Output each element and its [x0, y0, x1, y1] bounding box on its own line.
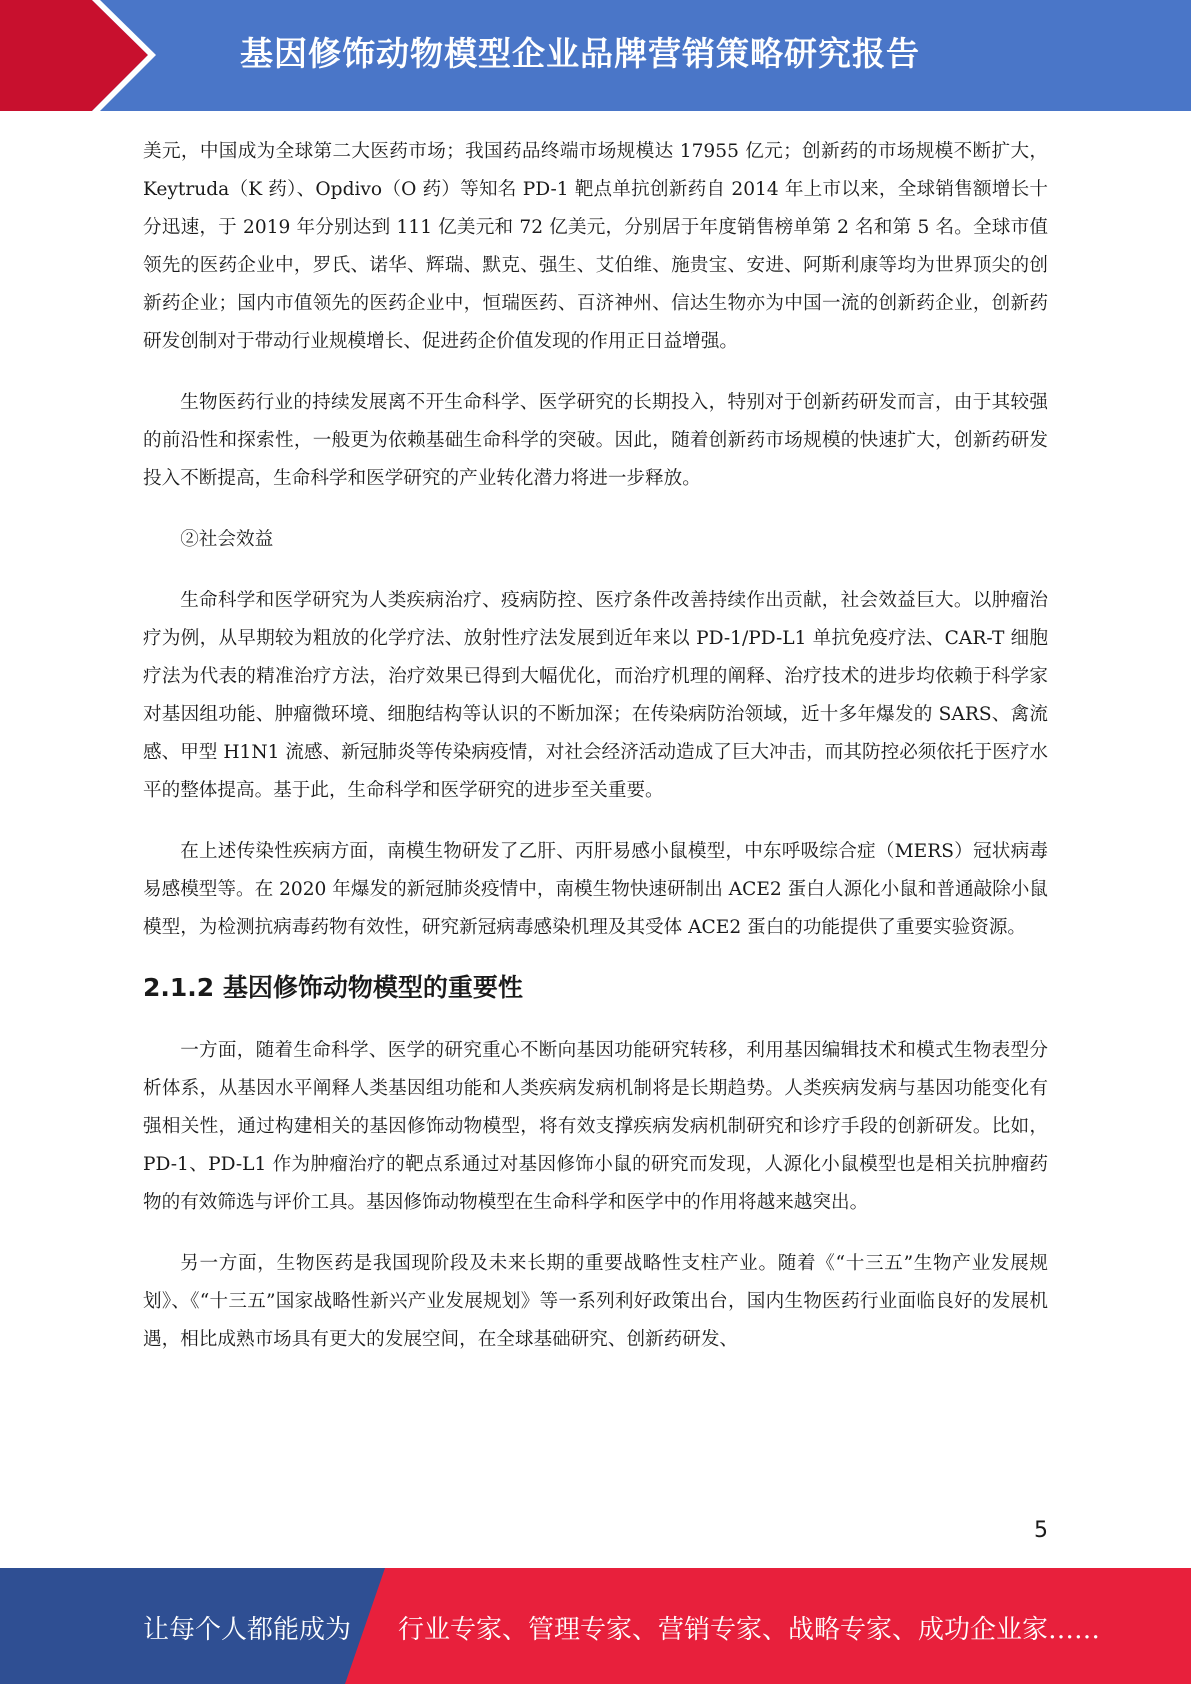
paragraph: 另一方面，生物医药是我国现阶段及未来长期的重要战略性支柱产业。随着《“十三五”生物产业发展规划》、《“十三五”国家战略性新兴产业发展规划》等一系列利好政策出台，国内生物医药行业面临良好的发展机遇，相比成熟市场具有更大的发展空间，在全球基础研究、创新药研发、 — [143, 1253, 1048, 1350]
subheading: ②社会效益 — [180, 529, 274, 550]
paragraph: 在上述传染性疾病方面，南模生物研发了乙肝、丙肝易感小鼠模型，中东呼吸综合症（MERS）冠状病毒易感模型等。在 2020 年爆发的新冠肺炎疫情中，南模生物快速研制出 ACE2 蛋白人源化小鼠和普通敲除小鼠模型，为检测抗病毒药物有效性，研究新冠病毒感染机理及其受体 ACE2 蛋白的功能提供了重要实验资源。 — [143, 841, 1048, 938]
paragraph: 生物医药行业的持续发展离不开生命科学、医学研究的长期投入，特别对于创新药研发而言，由于其较强的前沿性和探索性，一般更为依赖基础生命科学的突破。因此，随着创新药市场规模的快速扩大，创新药研发投入不断提高，生命科学和医学研究的产业转化潜力将进一步释放。 — [143, 392, 1048, 489]
page-number: 5 — [1034, 1518, 1048, 1543]
header-title: 基因修饰动物模型企业品牌营销策略研究报告 — [240, 34, 920, 73]
page-header — [0, 0, 1191, 111]
paragraph: 一方面，随着生命科学、医学的研究重心不断向基因功能研究转移，利用基因编辑技术和模式生物表型分析体系，从基因水平阐释人类基因组功能和人类疾病发病机制将是长期趋势。人类疾病发病与基因功能变化有强相关性，通过构建相关的基因修饰动物模型，将有效支撑疾病发病机制研究和诊疗手段的创新研发。比如，PD-1、PD-L1 作为肿瘤治疗的靶点系通过对基因修饰小鼠的研究而发现，人源化小鼠模型也是相关抗肿瘤药物的有效筛选与评价工具。基因修饰动物模型在生命科学和医学中的作用将越来越突出。 — [143, 1040, 1048, 1213]
footer-slogan-right: 行业专家、管理专家、营销专家、战略专家、成功企业家…… — [398, 1615, 1101, 1645]
document-body — [143, 133, 1048, 1382]
page-footer — [0, 1568, 1191, 1684]
footer-slogan-left: 让每个人都能成为 — [143, 1615, 352, 1645]
paragraph: 生命科学和医学研究为人类疾病治疗、疫病防控、医疗条件改善持续作出贡献，社会效益巨大。以肿瘤治疗为例，从早期较为粗放的化学疗法、放射性疗法发展到近年来以 PD-1/PD-L1 单抗免疫疗法、CAR-T 细胞疗法为代表的精准治疗方法，治疗效果已得到大幅优化，而治疗机理的阐释、治疗技术的进步均依赖于科学家对基因组功能、肿瘤微环境、细胞结构等认识的不断加深；在传染病防治领域，近十多年爆发的 SARS、禽流感、甲型 H1N1 流感、新冠肺炎等传染病疫情，对社会经济活动造成了巨大冲击，而其防控必须依托于医疗水平的整体提高。基于此，生命科学和医学研究的进步至关重要。 — [143, 590, 1048, 801]
paragraph: 美元，中国成为全球第二大医药市场；我国药品终端市场规模达 17955 亿元；创新药的市场规模不断扩大，Keytruda（K 药）、Opdivo（O 药）等知名 PD-1 靶点单抗创新药自 2014 年上市以来，全球销售额增长十分迅速，于 2019 年分别达到 111 亿美元和 72 亿美元，分别居于年度销售榜单第 2 名和第 5 名。全球市值领先的医药企业中，罗氏、诺华、辉瑞、默克、强生、艾伯维、施贵宝、安进、阿斯利康等均为世界顶尖的创新药企业；国内市值领先的医药企业中，恒瑞医药、百济神州、信达生物亦为中国一流的创新药企业，创新药研发创制对于带动行业规模增长、促进药企价值发现的作用正日益增强。 — [143, 141, 1048, 352]
section-heading: 2.1.2 基因修饰动物模型的重要性 — [143, 973, 523, 1002]
